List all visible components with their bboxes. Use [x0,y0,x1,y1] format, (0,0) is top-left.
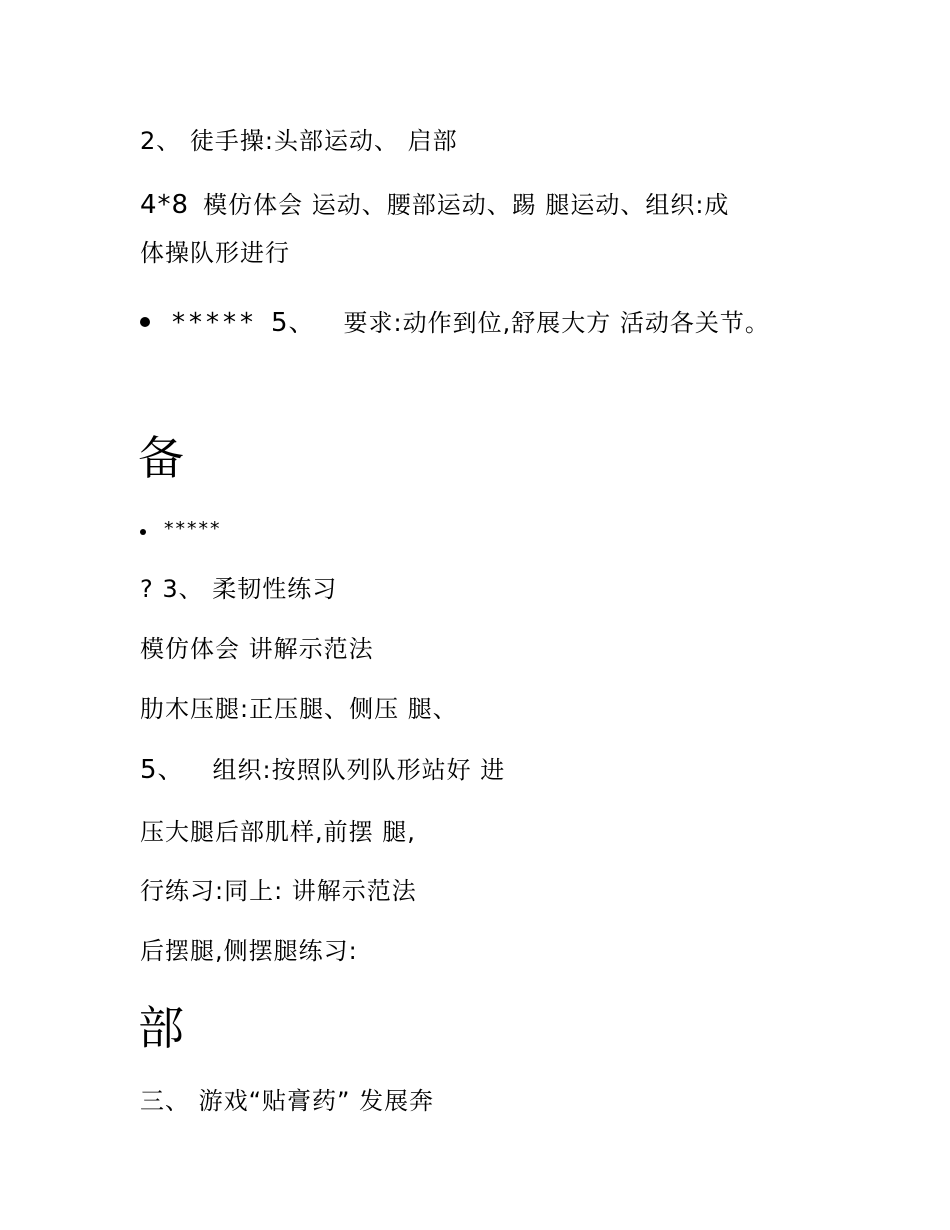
line-text: 模仿体会 讲解示范法 [140,635,374,663]
section-heading-part: 部 [138,1001,184,1055]
line-text: 要求:动作到位,舒展大方 活动各关节。 [343,309,770,337]
text-line-flexibility [140,574,337,604]
line-text: ? 3、 柔韧性练习 [140,575,338,603]
text-line-back-swing [140,936,358,966]
line-text: 体操队形进行 [140,239,290,267]
bullet-icon [140,317,150,327]
text-line-leg-press [140,694,458,724]
line-text: 后摆腿,侧摆腿练习: [140,937,358,965]
bullet-line-stars [140,514,222,544]
item-number: 5、 [140,755,185,785]
item-number: 5、 [271,308,316,338]
text-line-warmup-exercise [140,126,458,156]
count-label: 4*8 [140,190,190,220]
text-line-practice [140,876,417,906]
bullet-icon [140,529,146,535]
line-text: 组织:按照队列队形站好 进 [212,756,506,784]
text-line-game [140,1086,434,1116]
line-text: 压大腿后部肌样,前摆 腿, [140,818,416,846]
line-text: 肋木压腿:正压腿、侧压 腿、 [140,695,458,723]
bullet-line-requirements [140,308,770,338]
text-line-organize [140,755,505,785]
line-text: 行练习:同上: 讲解示范法 [140,877,417,905]
text-line-formation [140,238,290,268]
text-line-thigh [140,817,416,847]
stars-text: ***** [172,308,257,338]
text-line-method [140,634,374,664]
line-text: 三、 游戏“贴膏药” 发展奔 [140,1087,435,1115]
stars-text: ***** [164,518,222,540]
text-line-imitate [140,190,729,220]
line-text: 2、 徒手操:头部运动、 启部 [140,127,458,155]
line-text: 模仿体会 运动、腰部运动、踢 腿运动、组织:成 [203,191,730,219]
section-heading-prepare: 备 [138,431,184,485]
